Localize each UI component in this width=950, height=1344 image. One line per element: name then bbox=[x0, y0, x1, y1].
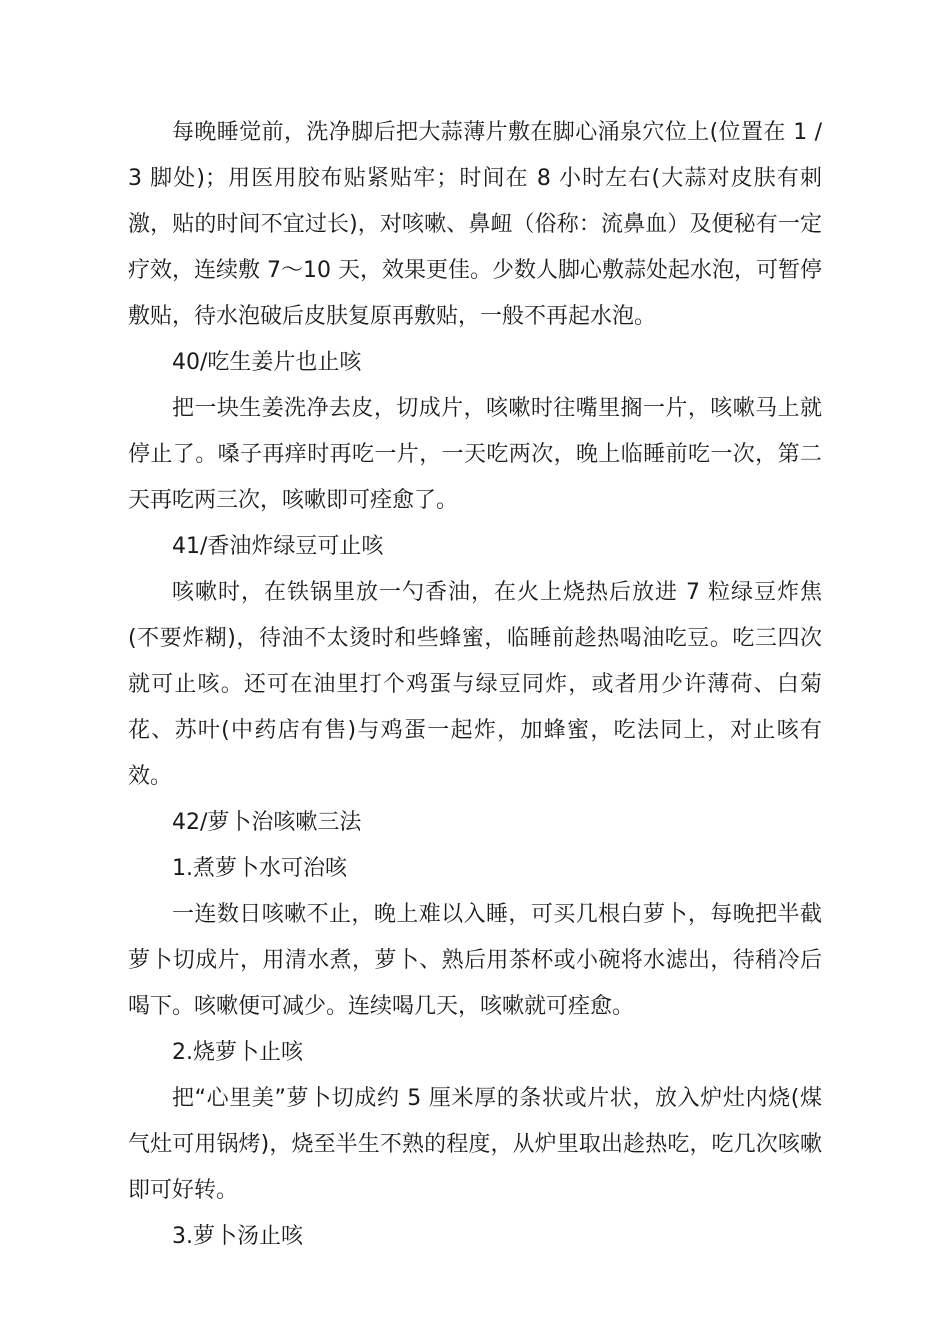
paragraph-roast-radish: 把“心里美”萝卜切成约 5 厘米厚的条状或片状，放入炉灶内烧(煤气灶可用锅烤)，烧至半生不熟的程度，从炉里取出趁热吃，吃几次咳嗽即可好转。 bbox=[128, 1086, 822, 1203]
heading-41: 41/香油炸绿豆可止咳 bbox=[172, 534, 384, 559]
subheading-1: 1.煮萝卜水可治咳 bbox=[172, 856, 347, 881]
heading-40: 40/吃生姜片也止咳 bbox=[172, 350, 362, 375]
document-body bbox=[128, 110, 822, 1260]
paragraph-radish-water: 一连数日咳嗽不止，晚上难以入睡，可买几根白萝卜，每晚把半截萝卜切成片，用清水煮，萝卜、熟后用茶杯或小碗将水滤出，待稍冷后喝下。咳嗽便可减少。连续喝几天，咳嗽就可痊愈。 bbox=[128, 902, 822, 1019]
paragraph-ginger: 把一块生姜洗净去皮，切成片，咳嗽时往嘴里搁一片，咳嗽马上就停止了。嗓子再痒时再吃一片，一天吃两次，晚上临睡前吃一次，第二天再吃两三次，咳嗽即可痊愈了。 bbox=[128, 396, 822, 513]
subheading-2: 2.烧萝卜止咳 bbox=[172, 1040, 303, 1065]
subheading-3: 3.萝卜汤止咳 bbox=[172, 1224, 303, 1249]
paragraph-sesame-mungbean: 咳嗽时，在铁锅里放一勺香油，在火上烧热后放进 7 粒绿豆炸焦(不要炸糊)，待油不太烫时和些蜂蜜，临睡前趁热喝油吃豆。吃三四次就可止咳。还可在油里打个鸡蛋与绿豆同炸，或者用少许薄荷、白菊花、苏叶(中药店有售)与鸡蛋一起炸，加蜂蜜，吃法同上，对止咳有效。 bbox=[128, 580, 822, 789]
paragraph-garlic-foot: 每晚睡觉前，洗净脚后把大蒜薄片敷在脚心涌泉穴位上(位置在 1 / 3 脚处)；用医用胶布贴紧贴牢；时间在 8 小时左右(大蒜对皮肤有刺激，贴的时间不宜过长)，对咳嗽、鼻衄（俗称：流鼻血）及便秘有一定疗效，连续敷 7～10 天，效果更佳。少数人脚心敷蒜处起水泡，可暂停敷贴，待水泡破后皮肤复原再敷贴，一般不再起水泡。 bbox=[128, 120, 822, 329]
heading-42: 42/萝卜治咳嗽三法 bbox=[172, 810, 362, 835]
